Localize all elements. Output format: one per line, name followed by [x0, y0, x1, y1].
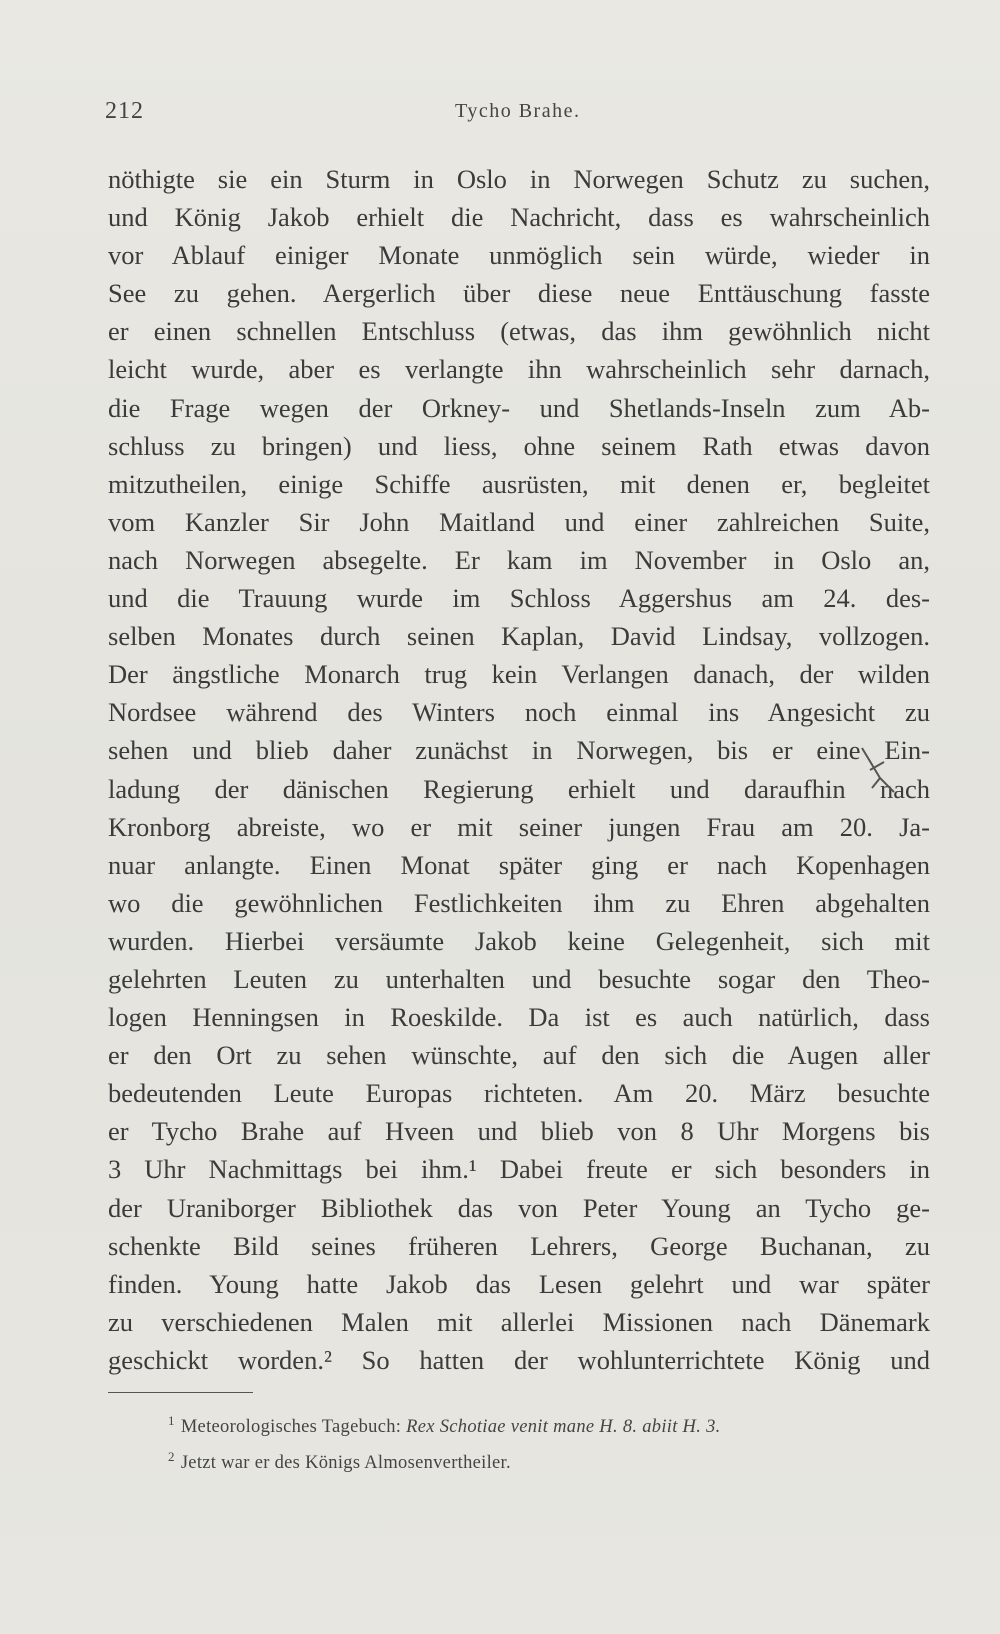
text-line: und die Trauung wurde im Schloss Aggershus am 24. des-	[108, 583, 930, 614]
footnote-text: Jetzt war er des Königs Almosenvertheiler.	[180, 1453, 511, 1474]
text-line: Nordsee während des Winters noch einmal ins Angesicht zu	[108, 697, 930, 728]
text-line: nuar anlangte. Einen Monat später ging er nach Kopenhagen	[108, 849, 930, 880]
text-line: sehen und blieb daher zunächst in Norwegen, bis er eine Ein-	[108, 735, 930, 766]
running-head: Tycho Brahe.	[455, 100, 581, 122]
text-line: leicht wurde, aber es verlangte ihn wahrscheinlich sehr darnach,	[108, 354, 930, 385]
text-line: mitzutheilen, einige Schiffe ausrüsten, mit denen er, begleitet	[108, 468, 930, 499]
text-line: schenkte Bild seines früheren Lehrers, George Buchanan, zu	[108, 1230, 930, 1261]
page-number: 212	[105, 98, 144, 124]
text-line: selben Monates durch seinen Kaplan, David Lindsay, vollzogen.	[108, 621, 930, 652]
text-line: 3 Uhr Nachmittags bei ihm.¹ Dabei freute er sich besonders in	[108, 1154, 930, 1185]
footnotes	[168, 1406, 928, 1478]
text-line: geschickt worden.² So hatten der wohlunterrichtete König und	[108, 1344, 930, 1375]
text-line: wurden. Hierbei versäumte Jakob keine Gelegenheit, sich mit	[108, 925, 930, 956]
text-line: zu verschiedenen Malen mit allerlei Missionen nach Dänemark	[108, 1306, 930, 1337]
text-line: vom Kanzler Sir John Maitland und einer zahlreichen Suite,	[108, 506, 930, 537]
text-line: Der ängstliche Monarch trug kein Verlangen danach, der wilden	[108, 659, 930, 690]
text-line: gelehrten Leuten zu unterhalten und besuchte sogar den Theo-	[108, 963, 930, 994]
text-line: er Tycho Brahe auf Hveen und blieb von 8 Uhr Morgens bis	[108, 1116, 930, 1147]
text-line: er einen schnellen Entschluss (etwas, das ihm gewöhnlich nicht	[108, 316, 930, 347]
text-line: er den Ort zu sehen wünschte, auf den sich die Augen aller	[108, 1040, 930, 1071]
pencil-mark-icon	[850, 740, 910, 810]
text-line: finden. Young hatte Jakob das Lesen gelehrt und war später	[108, 1268, 930, 1299]
footnote-latin-quote: Rex Schotiae venit mane H. 8. abiit H. 3.	[406, 1417, 721, 1438]
footnote-divider	[108, 1392, 253, 1393]
text-line: logen Henningsen in Roeskilde. Da ist es auch natürlich, dass	[108, 1002, 930, 1033]
footnote-text: Meteorologisches Tagebuch:	[180, 1417, 402, 1438]
footnote-marker: 2	[168, 1449, 175, 1465]
footnote-marker: 1	[168, 1413, 175, 1428]
footnote-1	[168, 1406, 928, 1442]
text-line: nöthigte sie ein Sturm in Oslo in Norwegen Schutz zu suchen,	[108, 164, 930, 194]
text-line: der Uraniborger Bibliothek das von Peter Young an Tycho ge-	[108, 1192, 930, 1223]
text-line: nach Norwegen absegelte. Er kam im November in Oslo an,	[108, 544, 930, 575]
text-line: ladung der dänischen Regierung erhielt und daraufhin nach	[108, 773, 930, 804]
text-line: bedeutenden Leute Europas richteten. Am 20. März besuchte	[108, 1078, 930, 1109]
text-line: vor Ablauf einiger Monate unmöglich sein würde, wieder in	[108, 240, 930, 271]
body-text	[108, 160, 930, 1379]
footnote-2	[168, 1442, 928, 1478]
page-header	[105, 98, 925, 134]
text-line: Kronborg abreiste, wo er mit seiner jungen Frau am 20. Ja-	[108, 811, 930, 842]
text-line: schluss zu bringen) und liess, ohne seinem Rath etwas davon	[108, 430, 930, 461]
text-line: See zu gehen. Aergerlich über diese neue Enttäuschung fasste	[108, 278, 930, 309]
text-line: die Frage wegen der Orkney- und Shetlands-Inseln zum Ab-	[108, 392, 930, 423]
text-line: wo die gewöhnlichen Festlichkeiten ihm zu Ehren abgehalten	[108, 887, 930, 918]
text-line: und König Jakob erhielt die Nachricht, dass es wahrscheinlich	[108, 202, 930, 233]
